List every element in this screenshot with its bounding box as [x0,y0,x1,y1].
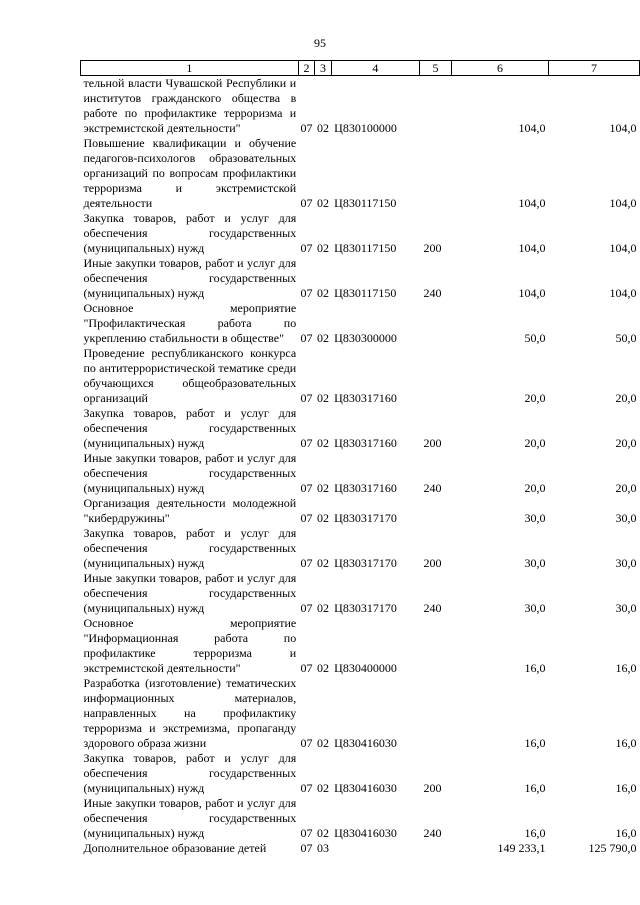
budget-table [80,60,640,856]
amount-year-2: 20,0 [615,391,637,405]
expense-type-code [420,841,452,856]
expense-type-code: 200 [423,781,442,795]
amount-year-1: 30,0 [524,601,546,615]
section-code: 07 [300,241,313,255]
section-code: 07 [300,511,313,525]
amount-year-1: 30,0 [524,556,546,570]
subsection-code: 02 [316,481,329,495]
section-code: 07 [300,481,313,495]
section-code: 07 [300,601,313,615]
target-article-code: Ц830317160 [334,481,397,495]
table-row [81,406,640,451]
amount-year-2: 30,0 [615,601,637,615]
target-article-code: Ц830416030 [334,781,397,795]
table-row [81,841,640,856]
amount-year-2: 16,0 [615,781,637,795]
row-name: тельной власти Чувашской Республики и институтов гражданского общества в работе по профилактике терроризма и экстремистской деятельности" [83,76,297,135]
amount-year-1: 104,0 [518,286,546,300]
expense-type-code: 240 [423,481,442,495]
table-row [81,301,640,346]
expense-type-code: 240 [423,826,442,840]
column-number: 2 [298,61,314,76]
section-code: 07 [300,841,313,855]
subsection-code: 02 [316,196,329,210]
target-article-code: Ц830117150 [334,286,397,300]
amount-year-1: 104,0 [518,241,546,255]
target-article-code: Ц830317170 [334,511,397,525]
target-article-code: Ц830317160 [334,436,397,450]
row-name: Дополнительное образование детей [83,841,267,855]
subsection-code: 02 [316,241,329,255]
table-row [81,346,640,406]
subsection-code: 02 [316,286,329,300]
section-code: 07 [300,556,313,570]
subsection-code: 02 [316,331,329,345]
table-row [81,751,640,796]
subsection-code: 02 [316,736,329,750]
section-code: 07 [300,331,313,345]
amount-year-1: 16,0 [524,826,546,840]
subsection-code: 02 [316,556,329,570]
amount-year-1: 50,0 [524,331,546,345]
subsection-code: 02 [316,826,329,840]
section-code: 07 [300,781,313,795]
subsection-code: 02 [316,436,329,450]
subsection-code: 02 [316,511,329,525]
amount-year-1: 149 233,1 [497,841,546,855]
table-row [81,256,640,301]
row-name: Повышение квалификации и обучение педагогов-психологов образовательных организаций по вопросам профилактики терроризма и экстремистской деятельности [83,136,297,210]
section-code: 07 [300,736,313,750]
amount-year-1: 16,0 [524,661,546,675]
column-number: 1 [81,61,299,76]
row-name: Закупка товаров, работ и услуг для обеспечения государственных (муниципальных) нужд [83,211,297,255]
row-name: Закупка товаров, работ и услуг для обеспечения государственных (муниципальных) нужд [83,751,297,795]
target-article-code: Ц830117150 [334,241,397,255]
expense-type-code: 200 [423,241,442,255]
row-name: Проведение республиканского конкурса по антитеррористической тематике среди обучающихся общеобразовательных организаций [83,346,297,405]
row-name: Закупка товаров, работ и услуг для обеспечения государственных (муниципальных) нужд [83,406,297,450]
column-number: 3 [315,61,331,76]
column-number: 7 [549,61,640,76]
subsection-code: 02 [316,391,329,405]
target-article-code: Ц830117150 [334,196,397,210]
expense-type-code: 200 [423,556,442,570]
table-row [81,211,640,256]
row-name: Разработка (изготовление) тематических информационных материалов, направленных на профилактику терроризма и экстремизма, пропаганду здорового образа жизни [83,676,297,750]
target-article-code: Ц830317170 [334,556,397,570]
section-code: 07 [300,826,313,840]
expense-type-code [420,496,452,526]
amount-year-2: 104,0 [609,196,637,210]
amount-year-2: 20,0 [615,481,637,495]
row-name: Основное мероприятие "Профилактическая работа по укреплению стабильности в обществе" [83,301,297,345]
subsection-code: 02 [316,781,329,795]
amount-year-2: 125 790,0 [588,841,637,855]
table-row [81,451,640,496]
amount-year-1: 30,0 [524,511,546,525]
table-row [81,76,640,137]
amount-year-1: 16,0 [524,736,546,750]
target-article-code: Ц830317170 [334,601,397,615]
subsection-code: 02 [316,601,329,615]
target-article-code: Ц830317160 [334,391,397,405]
column-number: 6 [451,61,548,76]
row-name: Закупка товаров, работ и услуг для обеспечения государственных (муниципальных) нужд [83,526,297,570]
amount-year-2: 104,0 [609,286,637,300]
column-number-header [81,61,640,76]
table-row [81,526,640,571]
expense-type-code: 240 [423,286,442,300]
table-row [81,571,640,616]
amount-year-2: 16,0 [615,661,637,675]
target-article-code: Ц830416030 [334,736,397,750]
amount-year-1: 20,0 [524,481,546,495]
amount-year-2: 50,0 [615,331,637,345]
subsection-code: 02 [316,661,329,675]
expense-type-code: 240 [423,601,442,615]
expense-type-code [420,616,452,676]
column-number: 5 [420,61,452,76]
section-code: 07 [300,196,313,210]
target-article-code: Ц830400000 [334,661,397,675]
section-code: 07 [300,661,313,675]
section-code: 07 [300,286,313,300]
amount-year-1: 104,0 [518,196,546,210]
table-row [81,616,640,676]
amount-year-2: 104,0 [609,241,637,255]
column-number: 4 [331,61,419,76]
amount-year-2: 30,0 [615,556,637,570]
row-name: Основное мероприятие "Информационная работа по профилактике терроризма и экстремистской деятельности" [83,616,297,675]
amount-year-2: 16,0 [615,736,637,750]
amount-year-2: 20,0 [615,436,637,450]
table-row [81,796,640,841]
section-code: 07 [300,391,313,405]
row-name: Организация деятельности молодежной "кибердружины" [83,496,297,525]
target-article-code [331,841,419,856]
table-row [81,496,640,526]
section-code: 07 [300,121,313,135]
row-name: Иные закупки товаров, работ и услуг для обеспечения государственных (муниципальных) нужд [83,571,297,615]
amount-year-1: 16,0 [524,781,546,795]
target-article-code: Ц830100000 [334,121,397,135]
row-name: Иные закупки товаров, работ и услуг для обеспечения государственных (муниципальных) нужд [83,796,297,840]
subsection-code: 02 [316,121,329,135]
target-article-code: Ц830416030 [334,826,397,840]
expense-type-code [420,76,452,137]
subsection-code: 03 [316,841,329,855]
target-article-code: Ц830300000 [334,331,397,345]
expense-type-code [420,346,452,406]
amount-year-2: 30,0 [615,511,637,525]
expense-type-code [420,136,452,211]
amount-year-2: 104,0 [609,121,637,135]
amount-year-1: 20,0 [524,436,546,450]
expense-type-code [420,301,452,346]
expense-type-code [420,676,452,751]
section-code: 07 [300,436,313,450]
expense-type-code: 200 [423,436,442,450]
amount-year-1: 20,0 [524,391,546,405]
row-name: Иные закупки товаров, работ и услуг для обеспечения государственных (муниципальных) нужд [83,256,297,300]
table-row [81,136,640,211]
amount-year-1: 104,0 [518,121,546,135]
page-number: 95 [314,36,326,50]
table-row [81,676,640,751]
amount-year-2: 16,0 [615,826,637,840]
row-name: Иные закупки товаров, работ и услуг для обеспечения государственных (муниципальных) нужд [83,451,297,495]
